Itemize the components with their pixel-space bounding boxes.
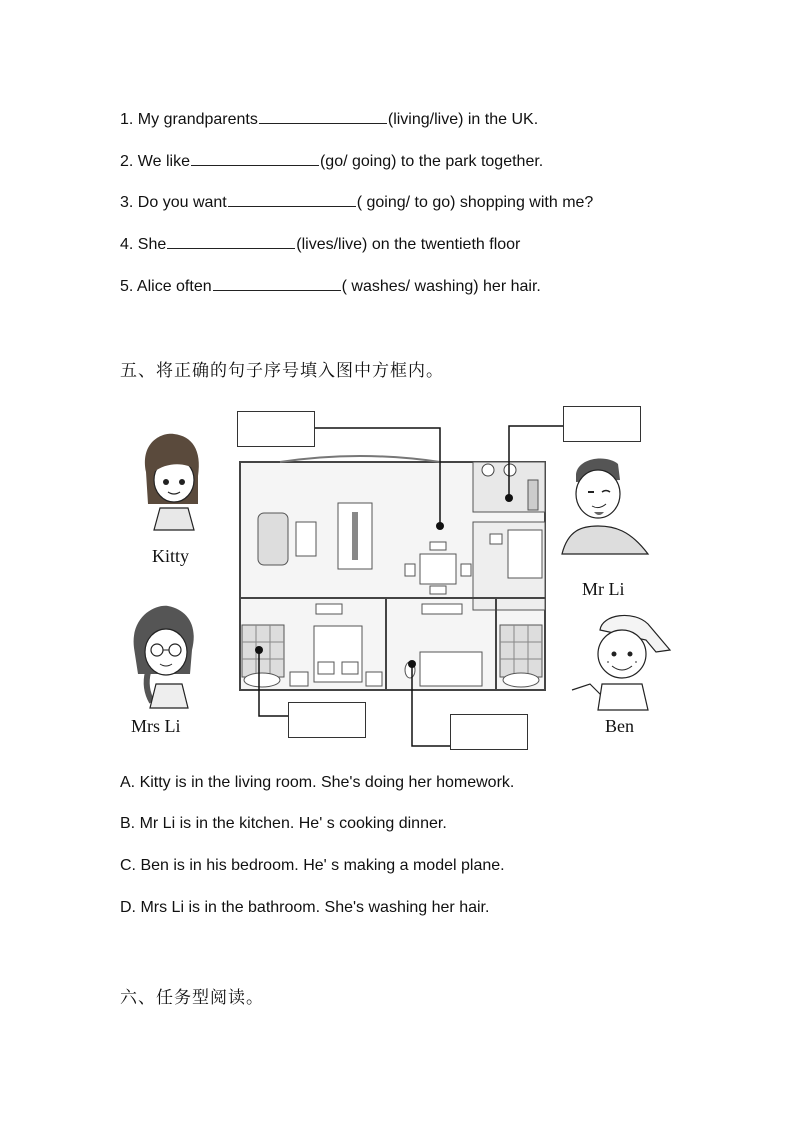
- answer-box-top-right[interactable]: [563, 406, 641, 442]
- house-floor-plan: [240, 456, 545, 690]
- sentence-d: D. Mrs Li is in the bathroom. She's washing her hair.: [120, 899, 490, 916]
- answer-box-bottom-right[interactable]: [450, 714, 528, 750]
- section-6-title: 六、任务型阅读。: [120, 988, 264, 1008]
- answer-blank[interactable]: [167, 232, 295, 249]
- item-number: 4.: [120, 236, 134, 253]
- sentence-a: A. Kitty is in the living room. She's doing her homework.: [120, 774, 515, 791]
- exercise-item-2: [120, 149, 543, 172]
- item-text-after: (living/live) in the UK.: [387, 111, 539, 128]
- section-5-title: 五、将正确的句子序号填入图中方框内。: [120, 361, 444, 381]
- item-text-before: My grandparents: [137, 111, 258, 128]
- mrs-li-illustration: [134, 606, 194, 708]
- ben-illustration: [572, 615, 670, 710]
- exercise-item-5: [120, 274, 541, 297]
- answer-blank[interactable]: [228, 190, 356, 207]
- item-text-before: We like: [137, 153, 190, 170]
- label-ben: Ben: [605, 716, 634, 736]
- item-text-after: (go/ going) to the park together.: [319, 153, 544, 170]
- exercise-item-3: [120, 190, 593, 213]
- item-text-after: ( going/ to go) shopping with me?: [356, 194, 594, 211]
- label-mr-li: Mr Li: [582, 579, 625, 599]
- answer-blank[interactable]: [191, 149, 319, 166]
- item-text-before: She: [137, 236, 167, 253]
- mr-li-illustration: [562, 459, 648, 554]
- item-number: 2.: [120, 153, 134, 170]
- kitty-illustration: [145, 434, 199, 530]
- answer-blank[interactable]: [213, 274, 341, 291]
- label-kitty: Kitty: [152, 546, 190, 566]
- answer-box-bottom-left[interactable]: [288, 702, 366, 738]
- item-text-before: Do you want: [137, 194, 227, 211]
- exercise-item-4: [120, 232, 520, 255]
- item-text-after: ( washes/ washing) her hair.: [341, 278, 541, 295]
- answer-blank[interactable]: [259, 107, 387, 124]
- sentence-b: B. Mr Li is in the kitchen. He' s cooking dinner.: [120, 815, 447, 832]
- item-text-after: (lives/live) on the twentieth floor: [296, 236, 521, 253]
- item-number: 1.: [120, 111, 134, 128]
- sentence-c: C. Ben is in his bedroom. He' s making a model plane.: [120, 857, 505, 874]
- exercise-item-1: [120, 107, 538, 130]
- answer-box-top-left[interactable]: [237, 411, 315, 447]
- item-text-before: Alice often: [136, 278, 212, 295]
- item-number: 3.: [120, 194, 134, 211]
- floor-plan-figure: [0, 400, 794, 800]
- label-mrs-li: Mrs Li: [131, 716, 181, 736]
- item-number: 5.: [120, 278, 134, 295]
